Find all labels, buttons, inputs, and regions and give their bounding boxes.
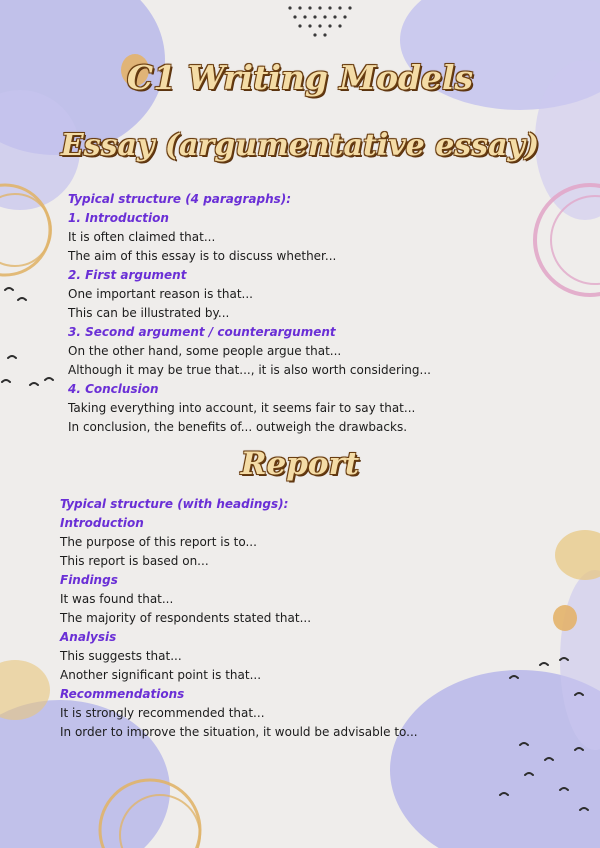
page-title: C1 Writing Models: [126, 58, 474, 97]
report-section-heading: Recommendations: [60, 687, 185, 701]
report-phrase: This suggests that...: [60, 649, 182, 663]
essay-section-heading: 4. Conclusion: [68, 382, 159, 396]
report-phrase: It was found that...: [60, 592, 174, 606]
essay-phrase: Although it may be true that..., it is also worth considering...: [68, 363, 431, 377]
essay-heading: Essay (argumentative essay): [60, 128, 540, 163]
essay-section-heading: 3. Second argument / counterargument: [68, 325, 336, 339]
report-phrase: This report is based on...: [60, 554, 209, 568]
report-section: [60, 495, 418, 742]
essay-section-heading: 2. First argument: [68, 268, 187, 282]
report-section-heading: Findings: [60, 573, 118, 587]
report-phrase: It is strongly recommended that...: [60, 706, 265, 720]
report-phrase: Another significant point is that...: [60, 668, 262, 682]
essay-phrase: It is often claimed that...: [68, 230, 216, 244]
essay-phrase: On the other hand, some people argue that...: [68, 344, 342, 358]
essay-structure-label: Typical structure (4 paragraphs):: [68, 192, 292, 206]
essay-phrase: Taking everything into account, it seems fair to say that...: [68, 401, 416, 415]
essay-section-heading: 1. Introduction: [68, 211, 169, 225]
essay-phrase: This can be illustrated by...: [68, 306, 230, 320]
report-phrase: The purpose of this report is to...: [60, 535, 257, 549]
report-section-heading: Introduction: [60, 516, 144, 530]
report-structure-label: Typical structure (with headings):: [60, 497, 289, 511]
essay-section: [68, 190, 431, 437]
essay-phrase: The aim of this essay is to discuss whether...: [68, 249, 337, 263]
essay-phrase: In conclusion, the benefits of... outweigh the drawbacks.: [68, 420, 408, 434]
report-phrase: In order to improve the situation, it would be advisable to...: [60, 725, 418, 739]
essay-phrase: One important reason is that...: [68, 287, 253, 301]
report-heading: Report: [240, 446, 360, 482]
report-phrase: The majority of respondents stated that...: [60, 611, 312, 625]
report-section-heading: Analysis: [60, 630, 117, 644]
